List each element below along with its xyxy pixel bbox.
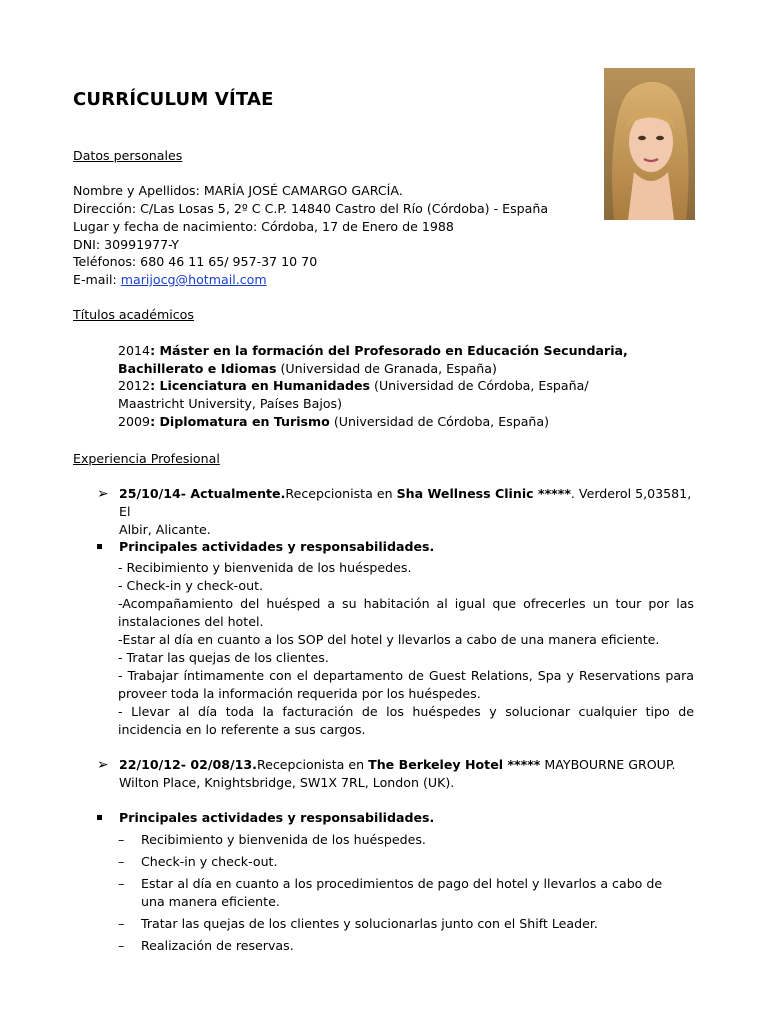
job-entry-2	[119, 756, 699, 792]
personal-heading: Datos personales	[73, 148, 183, 163]
academic-item	[118, 342, 678, 378]
academic-title: : Máster en la formación del Profesorado en Educación Secundaria, Bachillerato e Idiomas	[118, 343, 628, 376]
dash-bullet-icon: –	[118, 916, 125, 931]
activity-item: - Tratar las quejas de los clientes.	[118, 650, 329, 665]
job-dates: 25/10/14- Actualmente.	[119, 486, 286, 501]
name-line: Nombre y Apellidos: MARÍA JOSÉ CAMARGO GARCÍA.	[73, 183, 403, 198]
activities-heading: Principales actividades y responsabilidades.	[119, 539, 435, 554]
academic-place: (Universidad de Granada, España)	[276, 361, 497, 376]
job-company: The Berkeley Hotel *****	[368, 757, 541, 772]
academic-place: (Universidad de Córdoba, España/ Maastricht University, Países Bajos)	[118, 378, 589, 411]
activity-item: Realización de reservas.	[141, 938, 294, 953]
phone-line: Teléfonos: 680 46 11 65/ 957-37 10 70	[73, 254, 318, 269]
dash-bullet-icon: –	[118, 938, 125, 953]
job-dates: 22/10/12- 02/08/13.	[119, 757, 257, 772]
job-company: Sha Wellness Clinic *****	[396, 486, 571, 501]
arrow-bullet-icon: ➢	[97, 757, 109, 773]
job-line-1	[119, 756, 699, 774]
activity-item: -Estar al día en cuanto a los SOP del hotel y llevarlos a cabo de una manera eficiente.	[118, 632, 660, 647]
portrait-icon	[604, 68, 695, 220]
academic-item	[118, 377, 648, 413]
dash-bullet-icon: –	[118, 832, 125, 847]
dash-bullet-icon: –	[118, 854, 125, 869]
activity-item: - Trabajar íntimamente con el departamento de Guest Relations, Spa y Reservations para proveer toda la información requerida por los huéspedes.	[118, 668, 694, 701]
dash-bullet-icon: –	[118, 876, 125, 891]
job-location-line2: Wilton Place, Knightsbridge, SW1X 7RL, London (UK).	[119, 775, 455, 790]
activity-item: Check-in y check-out.	[141, 854, 278, 869]
square-bullet-icon	[97, 544, 102, 549]
academic-item	[118, 413, 678, 431]
job-location: MAYBOURNE GROUP.	[540, 757, 676, 772]
academic-year: 2009	[118, 414, 151, 429]
job1-activities	[118, 559, 694, 739]
activity-item: - Check-in y check-out.	[118, 578, 264, 593]
address-line: Dirección: C/Las Losas 5, 2º C C.P. 14840 Castro del Río (Córdoba) - España	[73, 201, 549, 216]
job-entry-1	[119, 485, 699, 539]
academic-place: (Universidad de Córdoba, España)	[329, 414, 550, 429]
activities-heading: Principales actividades y responsabilidades.	[119, 810, 435, 825]
job-location-line2: Albir, Alicante.	[119, 522, 211, 537]
academic-year: 2012	[118, 378, 151, 393]
academic-heading: Títulos académicos	[73, 307, 194, 322]
portrait-photo	[604, 68, 695, 220]
page-title: CURRÍCULUM VÍTAE	[73, 89, 274, 110]
email-line	[73, 271, 267, 289]
academic-title: : Licenciatura en Humanidades	[150, 378, 371, 393]
birth-line: Lugar y fecha de nacimiento: Córdoba, 17 de Enero de 1988	[73, 219, 454, 234]
job-role: Recepcionista en	[256, 757, 369, 772]
activity-item: - Llevar al día toda la facturación de los huéspedes y solucionar cualquier tipo de incidencia en lo referente a sus cargos.	[118, 704, 694, 737]
dni-line: DNI: 30991977-Y	[73, 237, 179, 252]
job-role: Recepcionista en	[285, 486, 397, 501]
academic-title: : Diplomatura en Turismo	[150, 414, 330, 429]
email-label: E-mail:	[73, 272, 121, 287]
activity-item: -Acompañamiento del huésped a su habitación al igual que ofrecerles un tour por las instalaciones del hotel.	[118, 596, 694, 629]
arrow-bullet-icon: ➢	[97, 486, 109, 502]
activity-item: Estar al día en cuanto a los procedimientos de pago del hotel y llevarlos a cabo de una manera eficiente.	[141, 876, 663, 909]
square-bullet-icon	[97, 815, 102, 820]
activity-item: Recibimiento y bienvenida de los huéspedes.	[141, 832, 426, 847]
activity-item: - Recibimiento y bienvenida de los huéspedes.	[118, 560, 412, 575]
job-line-1	[119, 485, 699, 521]
email-link[interactable]: marijocg@hotmail.com	[120, 272, 267, 287]
academic-year: 2014	[118, 343, 151, 358]
experience-heading: Experiencia Profesional	[73, 451, 220, 466]
activity-item: Tratar las quejas de los clientes y solucionarlas junto con el Shift Leader.	[141, 916, 598, 931]
job-location: . Verderol 5,03581, El	[119, 486, 692, 519]
